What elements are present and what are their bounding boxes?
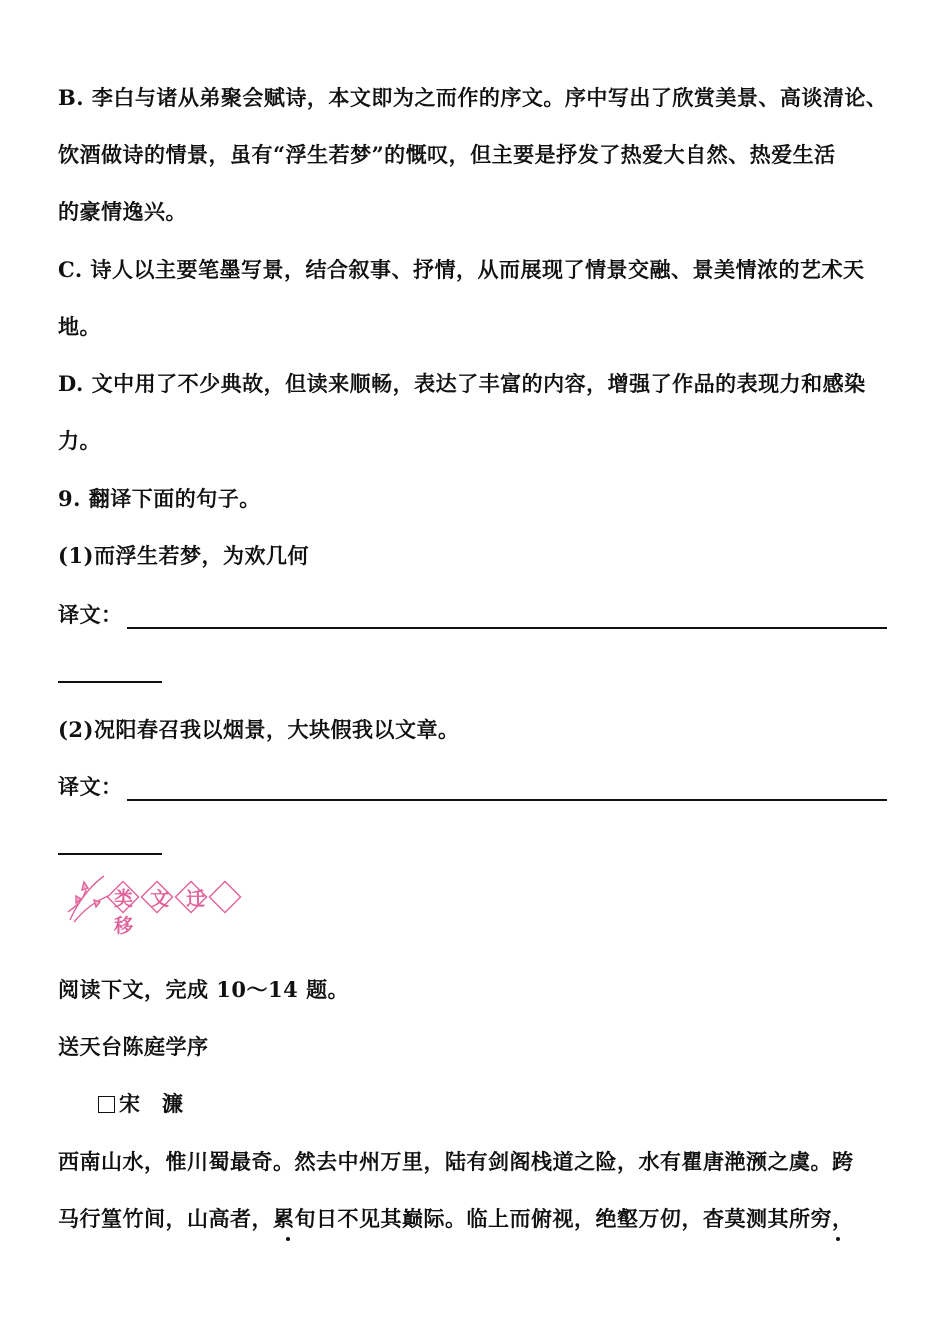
answer-blank-1-continuation[interactable]	[58, 681, 162, 683]
option-d-line-1: D. 文中用了不少典故，但读来顺畅，表达了丰富的内容，增强了作品的表现力和感染	[58, 371, 866, 396]
sentence-2: (2)况阳春召我以烟景，大块假我以文章。	[58, 717, 460, 742]
question-9-title: 9. 翻译下面的句子。	[58, 486, 261, 511]
reading-author: 宋 濂	[119, 1091, 184, 1116]
option-d-line-2: 力。	[58, 428, 101, 453]
sentence-1: (1)而浮生若梦，为欢几何	[58, 543, 309, 568]
option-b-line-1: B. 李白与诸从弟聚会赋诗，本文即为之而作的序文。序中写出了欣赏美景、高谈清论、	[58, 85, 888, 110]
translation-label-2: 译文：	[58, 774, 123, 799]
option-b-line-2: 饮酒做诗的情景，虽有“浮生若梦”的慨叹，但主要是抒发了热爱大自然、热爱生活	[58, 142, 836, 167]
emphasis-dot-1	[286, 1237, 290, 1241]
translation-row-1	[58, 601, 887, 629]
banner-text: 类文迁移	[114, 888, 223, 937]
section-banner	[64, 872, 254, 937]
checkbox-icon	[98, 1096, 115, 1113]
answer-blank-2[interactable]	[127, 779, 887, 801]
reading-author-row	[98, 1090, 184, 1118]
option-c-line-2: 地。	[58, 314, 101, 339]
reading-instruction: 阅读下文，完成 10～14 题。	[58, 977, 350, 1002]
translation-row-2	[58, 773, 887, 801]
reading-paragraph-line-2: 马行篁竹间，山高者，累旬日不见其巅际。临上而俯视，绝壑万仞，杳莫测其所穷，	[58, 1206, 854, 1231]
emphasis-dot-2	[836, 1237, 840, 1241]
answer-blank-2-continuation[interactable]	[58, 853, 162, 855]
option-c-line-1: C. 诗人以主要笔墨写景，结合叙事、抒情，从而展现了情景交融、景美情浓的艺术天	[58, 257, 865, 282]
answer-blank-1[interactable]	[127, 607, 887, 629]
translation-label-1: 译文：	[58, 602, 123, 627]
reading-title: 送天台陈庭学序	[58, 1034, 209, 1059]
option-b-line-3: 的豪情逸兴。	[58, 199, 187, 224]
reading-paragraph-line-1: 西南山水，惟川蜀最奇。然去中州万里，陆有剑阁栈道之险，水有瞿唐滟滪之虞。跨	[58, 1149, 854, 1174]
